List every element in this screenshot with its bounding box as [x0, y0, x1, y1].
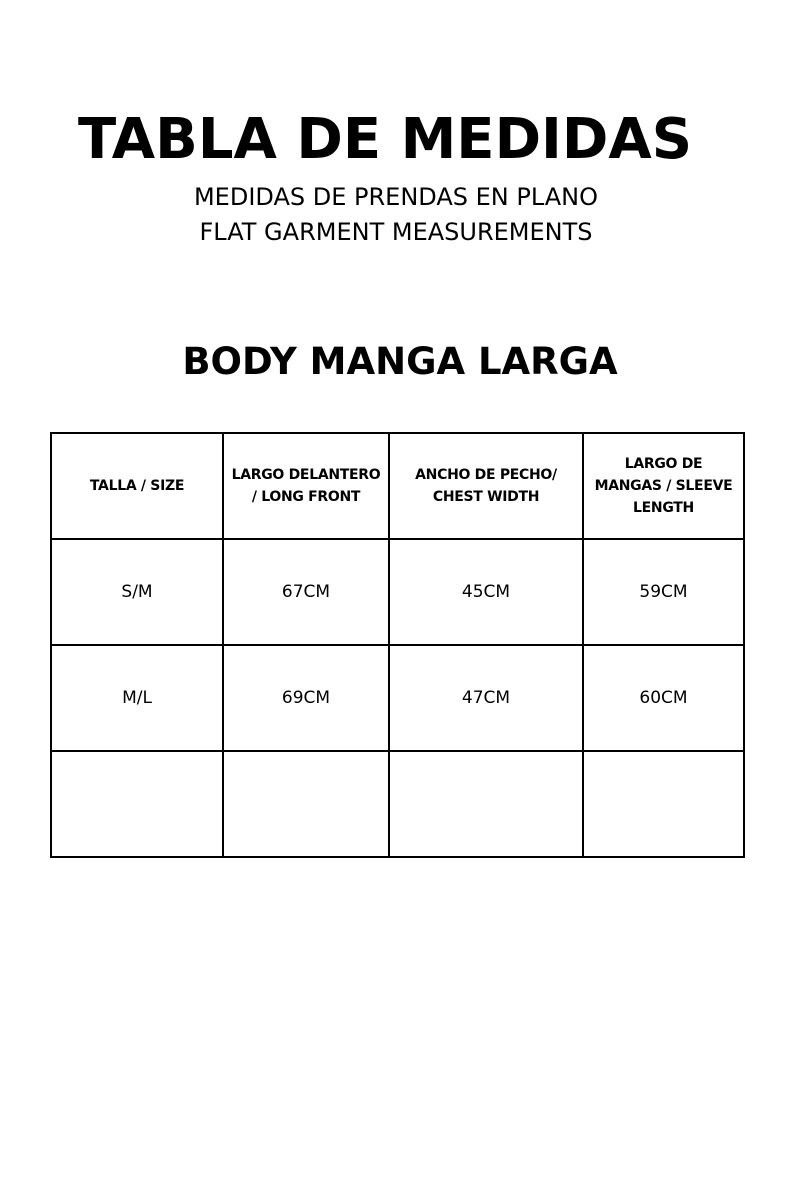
header-chest-width: ANCHO DE PECHO/ CHEST WIDTH: [389, 433, 583, 539]
cell-long-front: 69CM: [223, 645, 389, 751]
header-sleeve-length: LARGO DE MANGAS / SLEEVE LENGTH: [583, 433, 744, 539]
cell-sleeve-length: 60CM: [583, 645, 744, 751]
page-title: TABLA DE MEDIDAS: [77, 107, 693, 172]
cell-long-front: [223, 751, 389, 857]
cell-size: [51, 751, 223, 857]
cell-size: S/M: [51, 539, 223, 645]
cell-chest-width: 45CM: [389, 539, 583, 645]
subtitle-spanish: MEDIDAS DE PRENDAS EN PLANO: [193, 183, 599, 211]
subtitle-english: FLAT GARMENT MEASUREMENTS: [199, 218, 593, 246]
cell-sleeve-length: [583, 751, 744, 857]
table-header-row: [51, 433, 744, 539]
header-long-front: LARGO DELANTERO / LONG FRONT: [223, 433, 389, 539]
cell-chest-width: 47CM: [389, 645, 583, 751]
table-row: [51, 751, 744, 857]
table-row: [51, 645, 744, 751]
cell-size: M/L: [51, 645, 223, 751]
header-size: TALLA / SIZE: [51, 433, 223, 539]
size-chart-table: [50, 432, 745, 858]
cell-chest-width: [389, 751, 583, 857]
table-row: [51, 539, 744, 645]
product-title: BODY MANGA LARGA: [182, 340, 618, 383]
cell-sleeve-length: 59CM: [583, 539, 744, 645]
cell-long-front: 67CM: [223, 539, 389, 645]
